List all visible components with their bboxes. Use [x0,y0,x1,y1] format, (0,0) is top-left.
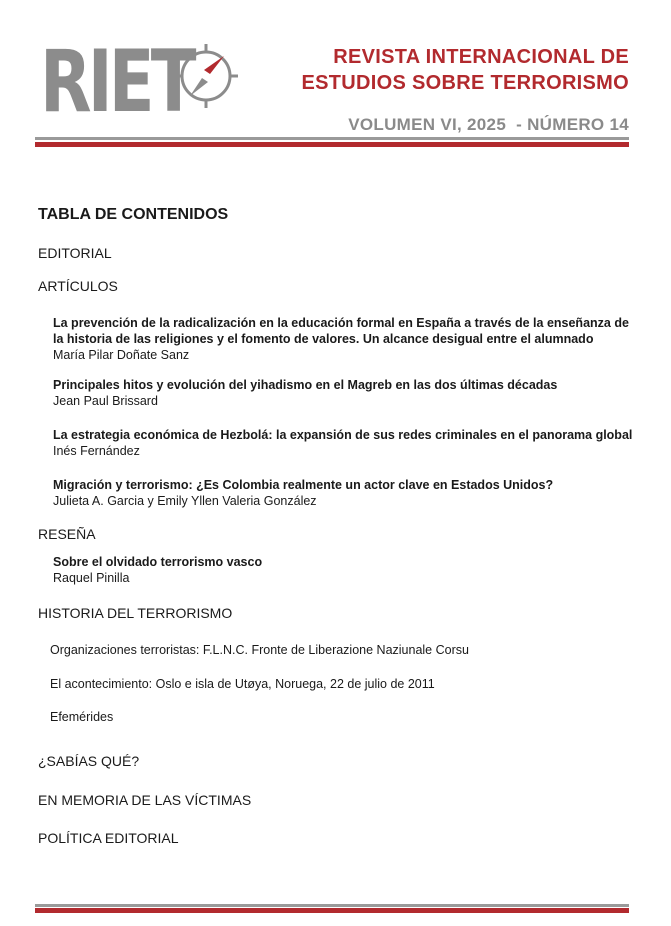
article-entry[interactable] [53,315,638,363]
journal-title-line1: REVISTA INTERNACIONAL DE [333,46,629,68]
article-title: La estrategia económica de Hezbolá: la expansión de sus redes criminales en el panorama global [53,428,633,442]
logo-text: RIET [40,32,193,132]
toc-memoria[interactable]: EN MEMORIA DE LAS VÍCTIMAS [38,792,252,808]
article-author: Jean Paul Brissard [53,394,158,408]
journal-title [301,44,629,96]
article-entry[interactable] [53,477,638,509]
footer-rule-red [35,908,629,913]
journal-title-line2: ESTUDIOS SOBRE TERRORISMO [301,72,629,94]
header-rule-red [35,142,629,147]
article-author: Inés Fernández [53,444,140,458]
article-title: Principales hitos y evolución del yihadismo en el Magreb en las dos últimas décadas [53,378,558,392]
toc-historia-heading[interactable]: HISTORIA DEL TERRORISMO [38,605,233,621]
toc-title: TABLA DE CONTENIDOS [38,206,229,223]
article-title: La prevención de la radicalización en la educación formal en España a través de la enseñanza de la historia de las religiones y el fomento de valores. Un alcance desigual entre el alumnado [53,316,629,346]
toc-articulos-heading[interactable]: ARTÍCULOS [38,278,118,294]
article-title: Migración y terrorismo: ¿Es Colombia realmente un actor clave en Estados Unidos? [53,478,554,492]
historia-item[interactable]: Efemérides [50,710,114,724]
article-author: Julieta A. Garcia y Emily Yllen Valeria González [53,494,317,508]
toc-editorial[interactable]: EDITORIAL [38,245,112,261]
volume-number: VOLUMEN VI, 2025 - NÚMERO 14 [348,115,629,134]
footer-rule-gray [35,904,629,907]
toc-sabias[interactable]: ¿SABÍAS QUÉ? [38,753,140,769]
article-entry[interactable] [53,427,638,459]
review-title: Sobre el olvidado terrorismo vasco [53,555,263,569]
historia-item[interactable]: El acontecimiento: Oslo e isla de Utøya, Noruega, 22 de julio de 2011 [50,677,435,691]
review-author: Raquel Pinilla [53,571,130,585]
historia-item[interactable]: Organizaciones terroristas: F.L.N.C. Fronte de Liberazione Naziunale Corsu [50,643,469,657]
journal-logo [40,34,212,134]
article-entry[interactable] [53,377,638,409]
toc-resena-heading[interactable]: RESEÑA [38,526,96,542]
review-entry[interactable] [53,554,638,586]
toc-politica[interactable]: POLÍTICA EDITORIAL [38,830,179,846]
header-rule-gray [35,137,629,140]
compass-icon [164,34,248,118]
article-author: María Pilar Doñate Sanz [53,348,190,362]
